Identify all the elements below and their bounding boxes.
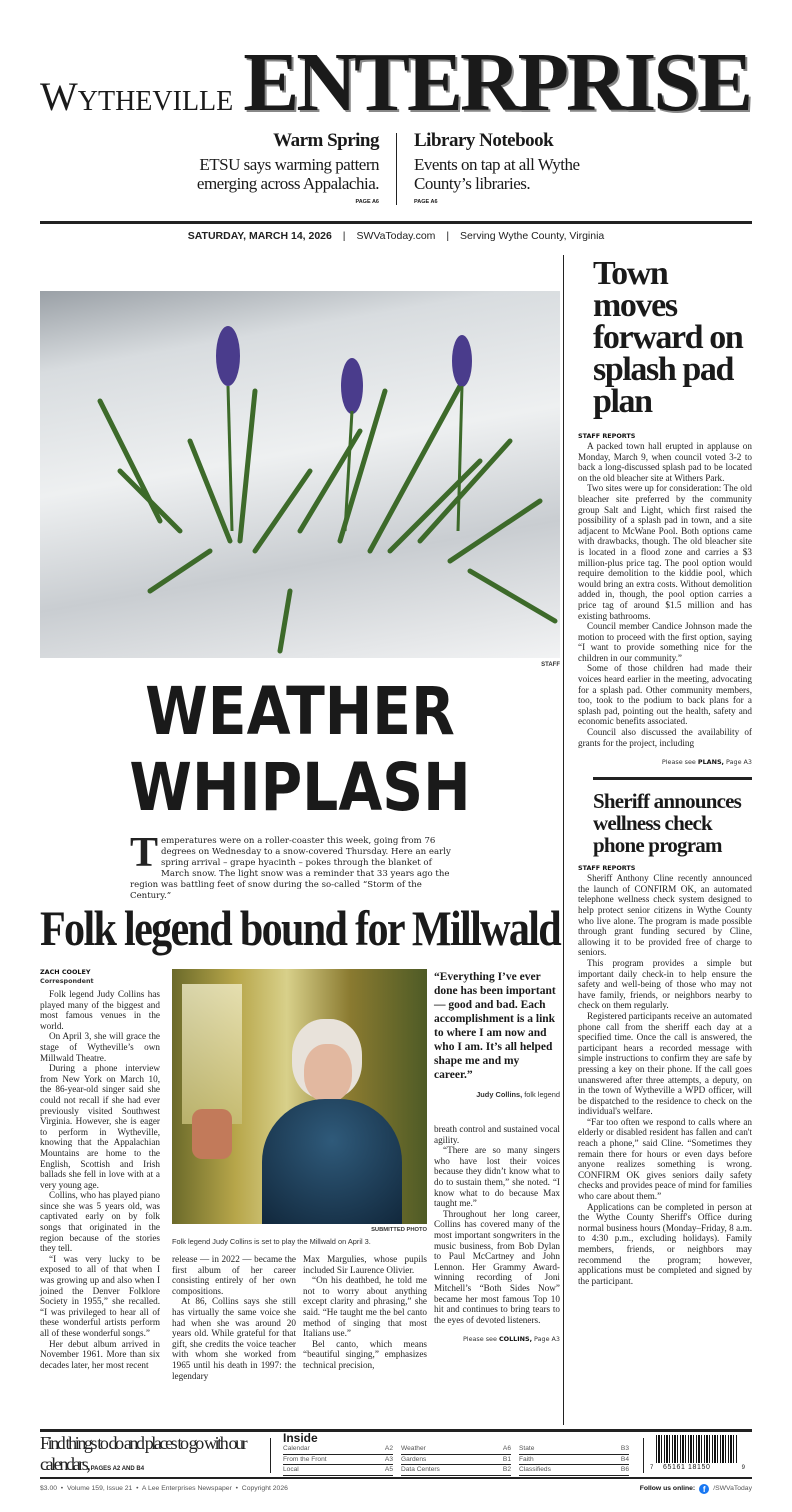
tagline: Serving Wythe County, Virginia bbox=[460, 230, 605, 242]
masthead-town: Wytheville bbox=[40, 74, 234, 119]
inside-title: Inside bbox=[283, 1431, 318, 1445]
jump-link[interactable] bbox=[434, 1335, 560, 1344]
text: Follow us online: bbox=[639, 1485, 696, 1492]
text: • bbox=[60, 1485, 64, 1492]
index-item[interactable] bbox=[401, 1465, 511, 1476]
headline-line: WHIPLASH bbox=[129, 749, 471, 826]
text: Faith bbox=[519, 1455, 534, 1463]
text: A Lee Enterprises Newspaper bbox=[141, 1485, 232, 1492]
text: Two sites were up for consideration: The old bleacher site preferred by the community group Salt and Light, which first raised the possibility of a splash pad in town, and a site adjacent to McWane Pool. Both options came with drawbacks, though. The old bleacher site is located in a flood zone and carries a $3 million-plus price tag. The pool option would require demolition to the kiddie pool, which would bring an extra costs. Without demolition added in, though, the pool option carries a price tag of around $1.5 million and has existing bathrooms. bbox=[578, 483, 752, 621]
text: /SWVaToday bbox=[713, 1485, 752, 1492]
index-item[interactable] bbox=[283, 1444, 393, 1455]
text: During a phone interview from New York on March 10, the 86-year-old singer said she could not recall if she had ever previously visited Southwest Virginia. However, she is eager to perform in Wytheville, knowing that the Appalachian Mountains are home to the English, Scottish and Irish ballads she fell in love with at a very young age. bbox=[40, 1063, 160, 1190]
index-item[interactable] bbox=[283, 1465, 393, 1476]
folk-col1 bbox=[40, 968, 160, 1370]
text: On April 3, she will grace the stage of Wytheville’s own Millwald Theatre. bbox=[40, 1031, 160, 1063]
text: A3 bbox=[384, 1455, 393, 1463]
right-column bbox=[578, 255, 752, 1286]
quote-text: “Everything I’ve ever done has been important — good and bad. Each accomplishment is a link to where I am now and who I am. It’s all helped shape me and my career.” bbox=[434, 971, 556, 1081]
text: Throughout her long career, Collins has covered many of the most important songwriters in the music business, from Bob Dylan to Paul McCartney and John Lennon. Her Grammy Award-winning recording of Joni Mitchell’s “Both Sides Now” became her most famous Top 10 hit and continues to bring tears to the eyes of devoted listeners. bbox=[434, 1208, 560, 1325]
index-item[interactable] bbox=[401, 1455, 511, 1466]
text: COLLINS, bbox=[498, 1335, 532, 1344]
text: breath control and sustained vocal agility. bbox=[434, 1124, 560, 1145]
teaser-page: PAGE A6 bbox=[414, 199, 438, 205]
text: • bbox=[235, 1485, 239, 1492]
text: Page A3 bbox=[726, 758, 752, 767]
folk-headline[interactable]: Folk legend bound for Millwald bbox=[40, 900, 560, 956]
story-body bbox=[40, 989, 160, 1370]
text: State bbox=[519, 1445, 535, 1452]
story-headline[interactable]: Town moves forward on splash pad plan bbox=[593, 255, 743, 420]
text: Weather bbox=[401, 1445, 426, 1452]
drop-cap: T bbox=[130, 830, 159, 876]
teaser-title: Library Notebook bbox=[414, 130, 554, 151]
masthead-name: ENTERPRISE bbox=[243, 36, 751, 129]
separator: | bbox=[342, 230, 346, 242]
text: Classifieds bbox=[519, 1466, 551, 1473]
jump-link[interactable] bbox=[578, 758, 752, 767]
text: $3.00 bbox=[40, 1485, 58, 1492]
text: Find things to do and places to go with our calendars, bbox=[40, 1433, 246, 1474]
text: A5 bbox=[384, 1466, 393, 1473]
website-link[interactable]: SWVaToday.com bbox=[356, 230, 436, 242]
story-body bbox=[578, 873, 752, 1286]
text: B3 bbox=[620, 1445, 629, 1452]
text: Her debut album arrived in November 1961. More than six decades later, her most recent bbox=[40, 1338, 160, 1370]
text: Page A3 bbox=[534, 1335, 560, 1344]
promo-divider bbox=[270, 1438, 271, 1473]
text: Council member Candice Johnson made the motion to proceed with the first option, saying “I want to provide something nice for the children in our community.” bbox=[578, 621, 752, 663]
teaser-library-notebook[interactable] bbox=[414, 130, 644, 206]
headline-line: WEATHER bbox=[145, 673, 455, 750]
social-follow[interactable] bbox=[640, 1483, 752, 1494]
text: B4 bbox=[620, 1455, 629, 1463]
rule bbox=[593, 777, 752, 780]
index-column bbox=[519, 1444, 629, 1476]
text: Collins, who has played piano since she was 5 years old, was captivated early on by folk songs that originated in the region because of the stories they tell. bbox=[40, 1190, 161, 1254]
dateline bbox=[0, 230, 792, 243]
teaser-title: Warm Spring bbox=[273, 130, 379, 151]
text: Local bbox=[283, 1466, 299, 1473]
footer-info bbox=[40, 1484, 288, 1494]
text: At 86, Collins says she still has virtually the same voice she had when she was around 20 years old. While grateful for that gift, she credits the voice teacher with whom she worked from 1965 until his death in 1997: the legendary bbox=[172, 1296, 296, 1381]
rule bbox=[40, 1477, 752, 1479]
sheriff-story bbox=[578, 790, 752, 1286]
teaser-divider bbox=[396, 133, 397, 205]
inside-index bbox=[283, 1432, 633, 1476]
teaser-text: Events on tap at all Wythe County’s libraries. bbox=[414, 155, 580, 193]
barcode bbox=[650, 1435, 745, 1473]
folk-col3 bbox=[303, 1254, 427, 1371]
text: Copyright 2026 bbox=[241, 1485, 288, 1492]
text: Applications can be completed in person at the Wythe County Sheriff's Office during normal business hours (Monday–Friday, 8 a.m. to 4:30 p.m., excluding holidays). Family members, friends, or neighbors may recommend the program; however, applications must be completed and signed by the participant. bbox=[578, 1201, 752, 1286]
rule bbox=[40, 221, 752, 224]
text: From the Front bbox=[283, 1455, 327, 1463]
text: Sheriff Anthony Cline recently announced the launch of CONFIRM OK, an automated telephone wellness check system designed to help protect senior citizens in Wythe County who live alone. The program is made possible through grant funding secured by Cline, allowing it to be provided free of charge to seniors. bbox=[578, 873, 752, 958]
folk-col4-stack bbox=[434, 970, 560, 1344]
text: PAGES A2 AND B4 bbox=[90, 1466, 145, 1472]
text: folk legend bbox=[524, 1090, 560, 1099]
text: Some of those children had made their voices heard earlier in the meeting, advocating for a splash pad. Other community members, too, took to the podium to back plans for a splash pad, pointing out the health, safety and economic benefits associated. bbox=[578, 663, 752, 727]
folk-headline-wrap bbox=[40, 898, 560, 958]
index-item[interactable] bbox=[283, 1455, 393, 1466]
text: 65161 18150 bbox=[663, 1464, 711, 1471]
text: A packed town hall erupted in applause on Monday, March 9, when council voted 3-2 to back a long-discussed splash pad to be located on the old bleacher site at Withers Park. bbox=[578, 441, 752, 483]
text: A2 bbox=[384, 1445, 393, 1452]
byline: STAFF REPORTS bbox=[578, 432, 636, 440]
date: SATURDAY, MARCH 14, 2026 bbox=[187, 230, 332, 242]
byline: STAFF REPORTS bbox=[578, 864, 636, 873]
separator: | bbox=[446, 230, 450, 242]
folk-col2 bbox=[172, 1254, 296, 1381]
text: Council also discussed the availability of grants for the project, including bbox=[578, 727, 752, 748]
author: ZACH COOLEY bbox=[40, 968, 91, 976]
pull-quote bbox=[434, 970, 560, 1100]
story-headline[interactable]: Sheriff announces wellness check phone program bbox=[593, 789, 742, 858]
author-title: Correspondent bbox=[40, 977, 94, 985]
index-item[interactable] bbox=[519, 1444, 629, 1455]
weather-caption bbox=[130, 830, 460, 902]
story-body bbox=[434, 1124, 560, 1325]
teaser-page: PAGE A6 bbox=[355, 199, 379, 205]
text: “On his deathbed, he told me not to worry about anything except clarity and phrasing,” she said. “He taught me the bel canto method of singing that most Italians use.” bbox=[303, 1275, 427, 1339]
text: A6 bbox=[502, 1445, 511, 1452]
text: Judy Collins, bbox=[476, 1090, 523, 1099]
text: Volume 159, Issue 21 bbox=[66, 1485, 133, 1492]
text: Bel canto, which means “beautiful singing,” emphasizes technical precision, bbox=[303, 1338, 427, 1370]
splash-pad-story bbox=[578, 255, 752, 767]
teaser-text: ETSU says warming pattern emerging across Appalachia. bbox=[196, 155, 379, 193]
text: • bbox=[136, 1485, 139, 1492]
text: “I was very lucky to be exposed to all of that when I was growing up and also when I joined the Denver Folklore Society in 1955,” she recalled. “I was privileged to hear all of these wonderful artists perform all of these wonderful songs.” bbox=[40, 1253, 160, 1338]
index-item[interactable] bbox=[519, 1465, 629, 1476]
index-item[interactable] bbox=[401, 1444, 511, 1455]
facebook-icon[interactable]: f bbox=[699, 1484, 709, 1494]
photo-credit: STAFF bbox=[541, 662, 560, 668]
text: “There are so many singers who have lost their voices because they didn’t know what to do to sustain them,” she noted. “I know what to do because Max taught me.” bbox=[434, 1145, 560, 1209]
text: Calendar bbox=[283, 1445, 310, 1452]
quote-attribution bbox=[434, 1090, 560, 1100]
folk-col4 bbox=[434, 1124, 560, 1344]
text: Please see bbox=[661, 758, 696, 767]
photo-caption: Folk legend Judy Collins is set to play the Millwald on April 3. bbox=[172, 1237, 371, 1246]
weather-headline bbox=[76, 674, 523, 826]
index-divider bbox=[643, 1438, 644, 1473]
judy-collins-photo bbox=[172, 969, 427, 1224]
index-item[interactable] bbox=[519, 1455, 629, 1466]
masthead-row bbox=[40, 38, 750, 142]
text: 9 bbox=[741, 1465, 745, 1471]
photo-credit: SUBMITTED PHOTO bbox=[371, 1227, 427, 1233]
story-body bbox=[578, 441, 752, 748]
masthead bbox=[40, 38, 760, 130]
index-column bbox=[283, 1444, 393, 1476]
text: PLANS, bbox=[697, 758, 724, 767]
index-column bbox=[401, 1444, 511, 1476]
text: B2 bbox=[502, 1466, 511, 1473]
text: B6 bbox=[620, 1466, 629, 1473]
text: B1 bbox=[502, 1455, 511, 1463]
text: “Far too often we respond to calls where an elderly or disabled resident has fallen and can't reach a phone,” said Cline. “Sometimes they remain there for hours or even days before anyone realizes something is wrong. CONFIRM OK gives seniors daily safety checks and provides peace of mind for families who care about them.” bbox=[578, 1116, 752, 1202]
text: Please see bbox=[462, 1335, 497, 1344]
column-rule bbox=[563, 255, 564, 1425]
hyacinth-snow-image bbox=[40, 291, 560, 658]
text: Data Centers bbox=[401, 1466, 440, 1473]
caption-text: emperatures were on a roller-coaster this week, going from 76 degrees on Wednesday to a snow-covered Thursday. Here an early spring arrival – grape hyacinth – pokes through the blanket of March snow. The light snow was a reminder that 33 years ago the region was battling feet of snow during the so-called “Storm of the Century.” bbox=[130, 836, 451, 901]
text: Max Margulies, whose pupils included Sir Laurence Olivier. bbox=[303, 1254, 427, 1275]
text: This program provides a simple but important daily check-in to help ensure the safety and well-being of those who may not have family, friends, or neighbors nearby to check on them regularly. bbox=[578, 957, 752, 1011]
teaser-warm-spring[interactable] bbox=[160, 130, 379, 206]
text: Folk legend Judy Collins has played many of the biggest and most famous venues in the world. bbox=[40, 989, 160, 1031]
text: release — in 2022 — became the first album of her career consisting entirely of her own compositions. bbox=[172, 1254, 296, 1296]
text: Registered participants receive an automated phone call from the sheriff each day at a specified time. Once the call is answered, the participant hears a recorded message with simple instructions to confirm they are safe by pressing a key on their phone. If the call goes unanswered after three attempts, a deputy, on in the town of Wytheville a WPD officer, will be dispatched to the residence to check on the individual's welfare. bbox=[578, 1010, 752, 1117]
text: 7 bbox=[650, 1465, 654, 1471]
calendar-promo[interactable] bbox=[40, 1433, 268, 1475]
text: Gardens bbox=[401, 1455, 427, 1463]
weather-photo bbox=[40, 291, 560, 658]
